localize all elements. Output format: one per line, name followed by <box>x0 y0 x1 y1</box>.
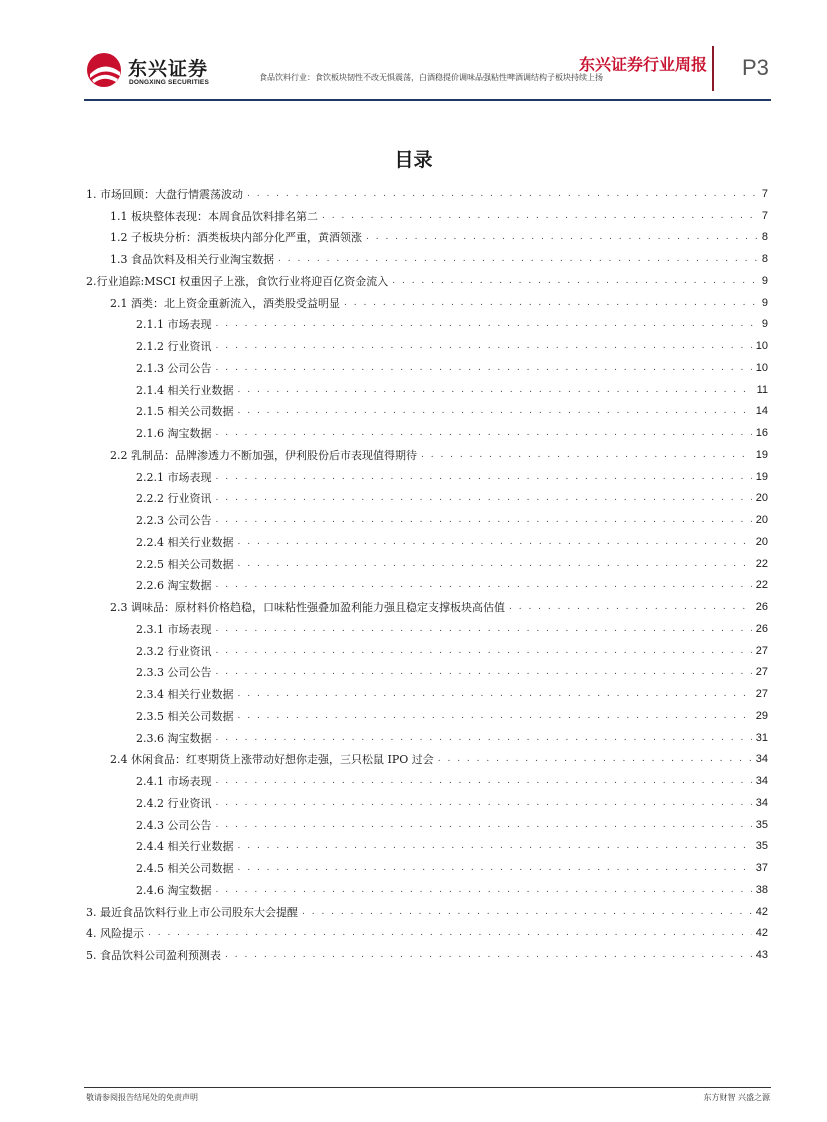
toc-entry[interactable] <box>86 792 768 814</box>
toc-page-number: 20 <box>755 514 768 527</box>
toc-page-number: 7 <box>761 187 768 200</box>
toc-entry[interactable] <box>86 857 768 879</box>
toc-leader-dots <box>216 776 752 786</box>
toc-entry[interactable] <box>86 923 768 945</box>
toc-page-number: 16 <box>755 427 768 440</box>
toc-entry[interactable] <box>86 553 768 575</box>
toc-entry[interactable] <box>86 727 768 749</box>
toc-page-number: 14 <box>755 405 768 418</box>
toc-page-number: 19 <box>755 448 768 461</box>
toc-entry[interactable] <box>86 270 768 292</box>
toc-leader-dots <box>247 189 758 199</box>
toc-leader-dots <box>238 711 752 721</box>
toc-leader-dots <box>238 406 752 416</box>
toc-entry-text: 2.4.2 行业资讯 <box>136 796 212 810</box>
toc-entry-text: 2.2.3 公司公告 <box>136 514 212 528</box>
toc-leader-dots <box>216 624 752 634</box>
toc-entry[interactable] <box>86 879 768 901</box>
toc-entry[interactable] <box>86 248 768 270</box>
page-header <box>0 0 827 110</box>
toc-leader-dots <box>216 428 752 438</box>
toc-entry[interactable] <box>86 379 768 401</box>
toc-entry-text: 5. 食品饮料公司盈利预测表 <box>86 949 221 963</box>
toc-entry-text: 2.3.1 市场表现 <box>136 622 212 636</box>
toc-page-number: 27 <box>755 644 768 657</box>
dongxing-logo-icon <box>86 52 126 88</box>
toc-entry-text: 2.1.2 行业资讯 <box>136 340 212 354</box>
toc-page-number: 10 <box>755 361 768 374</box>
toc-leader-dots <box>216 580 752 590</box>
toc-leader-dots <box>421 450 752 460</box>
toc-entry-text: 2.2.5 相关公司数据 <box>136 557 234 571</box>
toc-leader-dots <box>216 515 752 525</box>
toc-entry-text: 1.1 板块整体表现：本周食品饮料排名第二 <box>110 209 318 223</box>
toc-entry[interactable] <box>86 770 768 792</box>
toc-entry[interactable] <box>86 944 768 966</box>
toc-entry[interactable] <box>86 227 768 249</box>
toc-entry[interactable] <box>86 466 768 488</box>
toc-page-number: 27 <box>755 688 768 701</box>
toc-page-number: 19 <box>755 470 768 483</box>
toc-leader-dots <box>225 950 752 960</box>
toc-leader-dots <box>216 493 752 503</box>
toc-page-number: 43 <box>755 949 768 962</box>
toc-page-number: 9 <box>761 296 768 309</box>
toc-page-number: 35 <box>755 818 768 831</box>
toc-entry[interactable] <box>86 488 768 510</box>
toc-entry-text: 2.2.2 行业资讯 <box>136 492 212 506</box>
toc-entry[interactable] <box>86 314 768 336</box>
toc-page-number: 42 <box>755 905 768 918</box>
toc-entry[interactable] <box>86 531 768 553</box>
toc-entry-text: 1. 市场回顾：大盘行情震荡波动 <box>86 187 243 201</box>
logo-text-en: DONGXING SECURITIES <box>129 79 210 86</box>
toc-entry-text: 2.2 乳制品：品牌渗透力不断加强，伊利股份后市表现值得期待 <box>110 448 417 462</box>
toc-entry-text: 1.3 食品饮料及相关行业淘宝数据 <box>110 253 274 267</box>
toc-entry[interactable] <box>86 640 768 662</box>
toc-leader-dots <box>148 928 752 938</box>
toc-leader-dots <box>238 841 752 851</box>
toc-page-number: 38 <box>755 883 768 896</box>
page-number: P3 <box>742 55 769 80</box>
toc-entry-text: 2.3.3 公司公告 <box>136 666 212 680</box>
toc-page-number: 26 <box>755 601 768 614</box>
toc-entry-text: 2.4.6 淘宝数据 <box>136 883 212 897</box>
toc-entry-text: 2.1.4 相关行业数据 <box>136 383 234 397</box>
toc-entry[interactable] <box>86 335 768 357</box>
toc-entry-text: 4. 风险提示 <box>86 927 144 941</box>
toc-entry[interactable] <box>86 357 768 379</box>
toc-entry-text: 2.2.4 相关行业数据 <box>136 535 234 549</box>
toc-entry-text: 2.4.4 相关行业数据 <box>136 840 234 854</box>
footer-slogan: 东方财智 兴盛之源 <box>703 1093 770 1102</box>
toc-entry-text: 2.1.5 相关公司数据 <box>136 405 234 419</box>
toc-entry[interactable] <box>86 662 768 684</box>
toc-entry-text: 2.1.3 公司公告 <box>136 361 212 375</box>
toc-entry-text: 2.1.1 市场表现 <box>136 318 212 332</box>
toc-entry[interactable] <box>86 444 768 466</box>
toc-entry[interactable] <box>86 705 768 727</box>
toc-page-number: 9 <box>761 318 768 331</box>
report-subtitle: 食品饮料行业：食饮板块韧性不改无惧震荡，白酒稳提价调味品强粘性啤酒调结构子板块持续上扬 <box>259 73 603 82</box>
toc-leader-dots <box>238 385 753 395</box>
toc-entry-text: 2.1.6 淘宝数据 <box>136 427 212 441</box>
header-rule <box>84 99 771 101</box>
logo-text-cn: 东兴证券 <box>128 58 209 80</box>
toc-leader-dots <box>438 754 752 764</box>
toc-page-number: 37 <box>755 862 768 875</box>
toc-entry-text: 2.4 休闲食品：红枣期货上涨带动好想你走强，三只松鼠 IPO 过会 <box>110 753 434 767</box>
toc-page-number: 8 <box>761 253 768 266</box>
toc-entry-text: 2.2.1 市场表现 <box>136 470 212 484</box>
toc-leader-dots <box>238 537 752 547</box>
toc-entry[interactable] <box>86 575 768 597</box>
toc-leader-dots <box>278 254 758 264</box>
footer-rule <box>84 1087 771 1088</box>
toc-title: 目录 <box>394 149 433 171</box>
toc-entry-text: 2.4.5 相关公司数据 <box>136 862 234 876</box>
toc-entry-text: 2.1 酒类：北上资金重新流入，酒类股受益明显 <box>110 296 340 310</box>
toc-leader-dots <box>216 472 752 482</box>
toc-entry[interactable] <box>86 749 768 771</box>
toc-entry-text: 2.行业追踪:MSCI 权重因子上涨，食饮行业将迎百亿资金流入 <box>86 274 389 288</box>
toc-leader-dots <box>509 602 752 612</box>
toc-leader-dots <box>238 689 752 699</box>
toc-leader-dots <box>392 276 758 286</box>
toc-leader-dots <box>238 863 752 873</box>
toc-page-number: 29 <box>755 709 768 722</box>
toc-leader-dots <box>216 798 752 808</box>
toc-entry[interactable] <box>86 618 768 640</box>
footer-disclaimer: 敬请参阅报告结尾处的免责声明 <box>86 1093 198 1102</box>
toc-leader-dots <box>216 646 752 656</box>
company-logo <box>86 52 226 92</box>
toc-entry-text: 2.3.2 行业资讯 <box>136 644 212 658</box>
toc-entry-text: 2.3.6 淘宝数据 <box>136 731 212 745</box>
toc-entry[interactable] <box>86 509 768 531</box>
toc-page-number: 22 <box>755 557 768 570</box>
toc-page-number: 11 <box>756 383 768 396</box>
toc-page-number: 22 <box>755 579 768 592</box>
toc-page-number: 27 <box>755 666 768 679</box>
toc-leader-dots <box>216 733 752 743</box>
toc-page-number: 20 <box>755 535 768 548</box>
toc-entry[interactable] <box>86 401 768 423</box>
toc-page-number: 10 <box>755 340 768 353</box>
toc-leader-dots <box>216 341 752 351</box>
toc-entry-text: 2.3.4 相关行业数据 <box>136 688 234 702</box>
toc-page-number: 34 <box>755 775 768 788</box>
toc-entry[interactable] <box>86 683 768 705</box>
toc-page-number: 7 <box>761 209 768 222</box>
toc-entry[interactable] <box>86 836 768 858</box>
toc-list <box>86 183 768 966</box>
toc-leader-dots <box>216 885 752 895</box>
toc-leader-dots <box>238 559 752 569</box>
toc-entry[interactable] <box>86 814 768 836</box>
toc-page-number: 34 <box>755 796 768 809</box>
toc-entry[interactable] <box>86 422 768 444</box>
toc-entry-text: 2.3 调味品：原材料价格趋稳，口味粘性强叠加盈利能力强且稳定支撑板块高估值 <box>110 601 505 615</box>
toc-entry-text: 2.2.6 淘宝数据 <box>136 579 212 593</box>
toc-page-number: 34 <box>755 753 768 766</box>
toc-leader-dots <box>216 363 752 373</box>
report-type-title: 东兴证券行业周报 <box>578 55 707 74</box>
toc-entry-text: 2.3.5 相关公司数据 <box>136 709 234 723</box>
toc-entry-text: 2.4.1 市场表现 <box>136 775 212 789</box>
toc-entry[interactable] <box>86 183 768 205</box>
toc-entry[interactable] <box>86 292 768 314</box>
toc-leader-dots <box>366 232 758 242</box>
toc-leader-dots <box>216 667 752 677</box>
toc-leader-dots <box>216 319 758 329</box>
toc-entry[interactable] <box>86 205 768 227</box>
header-divider <box>712 46 714 91</box>
toc-page-number: 20 <box>755 492 768 505</box>
toc-page-number: 8 <box>761 231 768 244</box>
toc-leader-dots <box>322 211 758 221</box>
toc-page-number: 42 <box>755 927 768 940</box>
toc-leader-dots <box>302 907 752 917</box>
toc-page-number: 35 <box>755 840 768 853</box>
toc-leader-dots <box>216 820 752 830</box>
toc-leader-dots <box>344 298 758 308</box>
toc-page-number: 26 <box>755 622 768 635</box>
toc-entry-text: 1.2 子板块分析：酒类板块内部分化严重，黄酒领涨 <box>110 231 362 245</box>
toc-entry[interactable] <box>86 596 768 618</box>
toc-entry-text: 2.4.3 公司公告 <box>136 818 212 832</box>
toc-entry[interactable] <box>86 901 768 923</box>
toc-entry-text: 3. 最近食品饮料行业上市公司股东大会提醒 <box>86 905 298 919</box>
toc-page-number: 31 <box>755 731 768 744</box>
toc-page-number: 9 <box>761 274 768 287</box>
